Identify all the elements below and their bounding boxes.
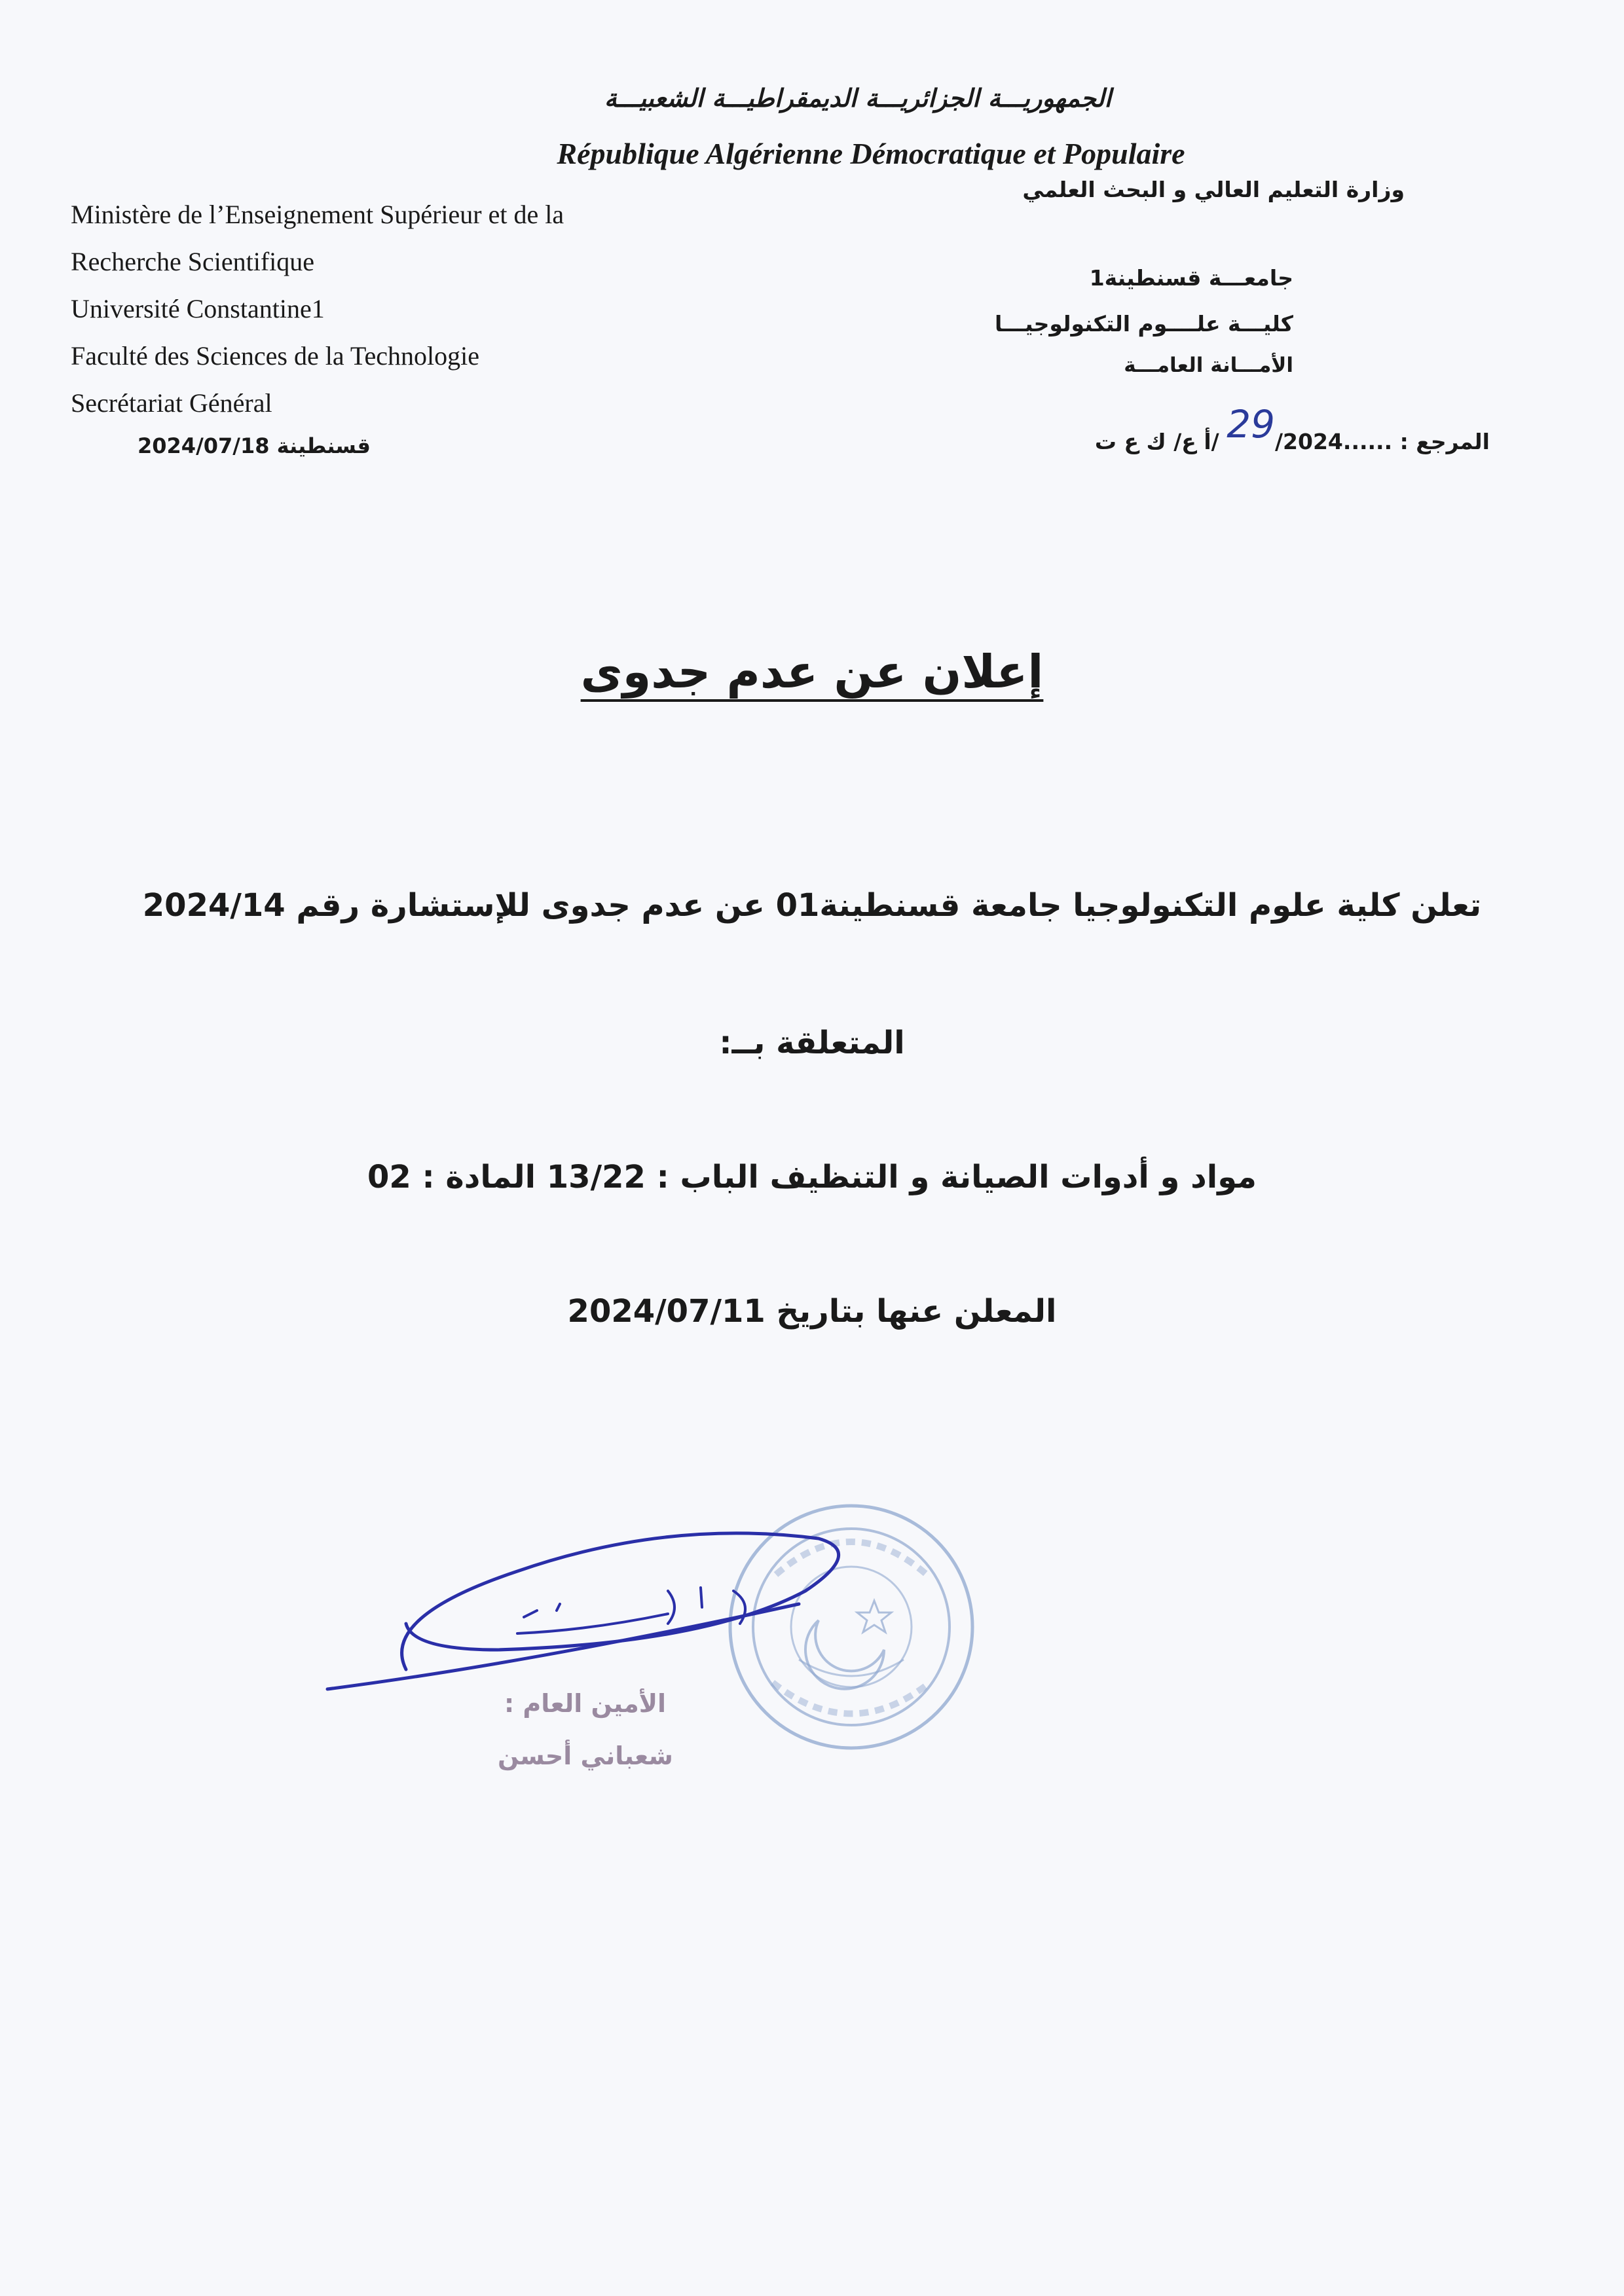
place-date: قسنطينة 2024/07/18 bbox=[138, 433, 371, 458]
ar-faculty: كليـــة علــــوم التكنولوجيـــا bbox=[994, 311, 1293, 337]
body-line-1: تعلن كلية علوم التكنولوجيا جامعة قسنطينة01 عن عدم جدوى للإستشارة رقم 2024/14 bbox=[142, 887, 1482, 924]
document-title: إعلان عن عدم جدوى bbox=[580, 645, 1044, 699]
reference-line bbox=[1094, 402, 1490, 458]
reference-number-handwritten: 29 bbox=[1227, 402, 1275, 446]
ar-ministry: وزارة التعليم العالي و البحث العلمي bbox=[1022, 177, 1405, 202]
university-fr: Université Constantine1 bbox=[71, 294, 325, 323]
ar-secretariat: الأمـــانة العامـــة bbox=[1124, 354, 1293, 377]
french-institution-block bbox=[71, 191, 564, 427]
body-line-3: مواد و أدوات الصيانة و التنظيف الباب : 13/22 المادة : 02 bbox=[367, 1159, 1257, 1195]
reference-label: المرجع : bbox=[1399, 429, 1490, 454]
secretariat-fr: Secrétariat Général bbox=[71, 388, 272, 418]
faculty-fr: Faculté des Sciences de la Technologie bbox=[71, 341, 480, 371]
ministry-line-1: Ministère de l’Enseignement Supérieur et de la bbox=[71, 200, 564, 229]
body-line-4: المعلن عنها بتاريخ 2024/07/11 bbox=[567, 1293, 1057, 1330]
signatory-name: شعباني أحسن bbox=[498, 1741, 673, 1770]
body-line-2: المتعلقة بــ: bbox=[719, 1025, 905, 1061]
ar-republic-header: الجمهوريـــة الجزائريـــة الديمقراطيـــة الشعبيـــة bbox=[604, 84, 1112, 113]
handwritten-signature bbox=[301, 1493, 891, 1702]
fr-republic-header: République Algérienne Démocratique et Populaire bbox=[557, 137, 1185, 170]
reference-suffix: /2024 /أ ع/ ك ع ت bbox=[1094, 429, 1343, 454]
ministry-line-2: Recherche Scientifique bbox=[71, 247, 315, 276]
signatory-title: الأمين العام : bbox=[504, 1689, 667, 1718]
reference-dots: ...... bbox=[1342, 429, 1393, 454]
ar-university: جامعـــة قسنطينة1 bbox=[1089, 265, 1293, 291]
